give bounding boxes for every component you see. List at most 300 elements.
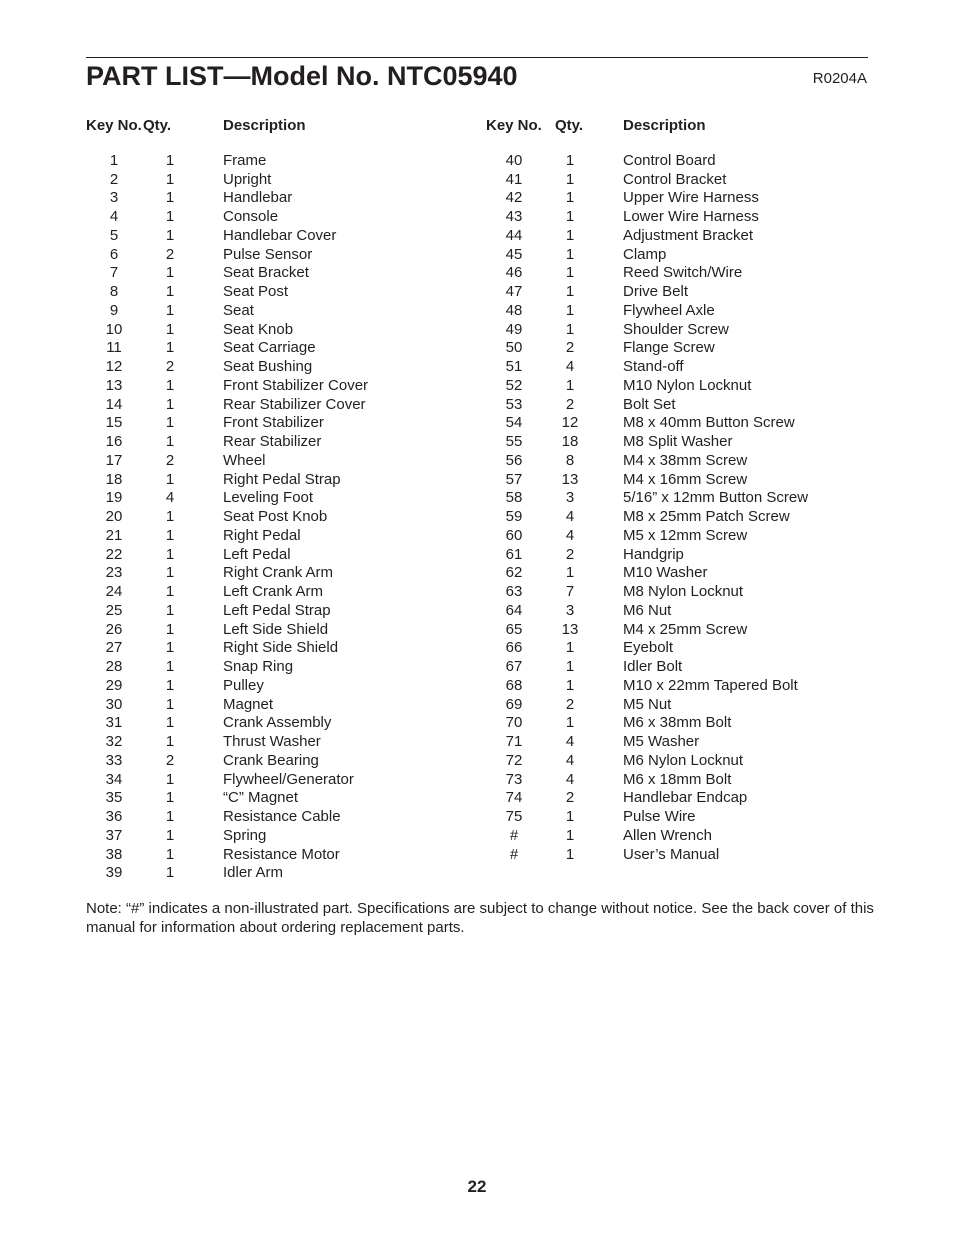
part-description: 5/16” x 12mm Button Screw [623, 489, 809, 507]
table-row [86, 264, 483, 283]
part-key-no: 56 [505, 451, 523, 469]
part-description: Resistance Motor [223, 845, 340, 863]
part-description: Rear Stabilizer Cover [223, 395, 366, 413]
part-qty: 1 [565, 658, 575, 675]
part-qty: 2 [165, 451, 175, 469]
part-description: M6 x 38mm Bolt [623, 714, 732, 732]
table-row [86, 546, 483, 565]
table-row [486, 246, 883, 265]
part-description: Idler Bolt [623, 658, 683, 675]
table-row [486, 583, 883, 602]
table-row [486, 789, 883, 808]
part-description: M5 x 12mm Screw [623, 526, 748, 544]
part-qty: 1 [165, 414, 175, 432]
part-qty: 1 [565, 151, 575, 169]
part-qty: 1 [165, 433, 175, 450]
part-key-no: 28 [105, 658, 123, 675]
part-key-no: 25 [105, 601, 123, 619]
part-key-no: 54 [505, 414, 523, 432]
part-qty: 1 [165, 658, 175, 675]
part-key-no: 22 [105, 545, 123, 563]
part-qty: 1 [165, 226, 175, 244]
part-key-no: 30 [105, 695, 123, 713]
part-key-no: 37 [105, 826, 123, 844]
part-description: Shoulder Screw [623, 320, 729, 338]
part-key-no: 44 [505, 226, 523, 244]
part-key-no: 55 [505, 433, 523, 450]
part-key-no: 42 [505, 189, 523, 207]
part-qty: 1 [565, 208, 575, 225]
part-qty: 1 [565, 676, 575, 694]
table-row [486, 471, 883, 490]
part-description: Right Pedal Strap [223, 470, 341, 488]
table-row [86, 658, 483, 677]
part-key-no: 20 [105, 508, 123, 525]
part-description: Handlebar [223, 189, 293, 207]
part-key-no: 8 [109, 283, 119, 300]
part-qty: 1 [565, 376, 575, 394]
part-description: M6 Nylon Locknut [623, 751, 744, 769]
table-row [486, 227, 883, 246]
part-description: Allen Wrench [623, 826, 712, 844]
part-description: M4 x 16mm Screw [623, 470, 748, 488]
part-description: Pulse Wire [623, 808, 696, 825]
table-row [86, 471, 483, 490]
part-qty: 2 [165, 358, 175, 375]
parts-table-left [86, 117, 483, 883]
part-key-no: 70 [505, 714, 523, 732]
part-key-no: 47 [505, 283, 523, 300]
table-row [486, 733, 883, 752]
part-description: M6 Nut [623, 601, 672, 619]
part-qty: 1 [565, 283, 575, 300]
part-key-no: 59 [505, 508, 523, 525]
table-row [86, 396, 483, 415]
part-qty: 1 [165, 339, 175, 357]
part-description: Clamp [623, 245, 667, 263]
part-key-no: 21 [105, 526, 123, 544]
part-qty: 1 [565, 170, 575, 188]
part-qty: 2 [565, 395, 575, 413]
part-key-no: 31 [105, 714, 123, 732]
part-description: Right Crank Arm [223, 564, 334, 582]
table-row [486, 621, 883, 640]
table-row [86, 452, 483, 471]
table-row [486, 339, 883, 358]
part-qty: 4 [165, 489, 175, 507]
part-qty: 2 [565, 545, 575, 563]
part-description: Wheel [223, 451, 266, 469]
part-qty: 1 [165, 676, 175, 694]
table-row [86, 489, 483, 508]
part-qty: 1 [165, 564, 175, 582]
table-row [486, 208, 883, 227]
table-row [86, 864, 483, 883]
table-row [486, 771, 883, 790]
part-qty: 4 [565, 733, 575, 750]
part-qty: 1 [165, 845, 175, 863]
part-qty: 2 [565, 339, 575, 357]
part-description: Bolt Set [623, 395, 676, 413]
part-description: M10 Washer [623, 564, 708, 582]
part-description: Seat Bushing [223, 358, 313, 375]
part-description: Idler Arm [223, 864, 284, 882]
part-key-no: 15 [105, 414, 123, 432]
header-key-no: Key No. [86, 117, 142, 134]
table-row [486, 302, 883, 321]
part-description: Adjustment Bracket [623, 226, 754, 244]
part-qty: 1 [565, 826, 575, 844]
part-key-no: 33 [105, 751, 123, 769]
part-qty: 4 [565, 751, 575, 769]
table-row [486, 714, 883, 733]
part-description: “C” Magnet [223, 789, 299, 807]
footnote: Note: “#” indicates a non-illustrated part. Specifications are subject to change without notice. See the back cover of this manual for information about ordering replacement parts. [86, 900, 874, 936]
part-description: Handlebar Cover [223, 226, 337, 244]
part-key-no: 66 [505, 639, 523, 657]
part-qty: 2 [165, 751, 175, 769]
part-qty: 1 [165, 601, 175, 619]
table-row [486, 433, 883, 452]
part-key-no: 43 [505, 208, 523, 225]
part-description: Handgrip [623, 545, 684, 563]
part-qty: 1 [165, 695, 175, 713]
part-description: Rear Stabilizer [223, 433, 322, 450]
part-key-no: 13 [105, 376, 123, 394]
part-key-no: 2 [109, 170, 119, 188]
table-row [86, 283, 483, 302]
part-key-no: 32 [105, 733, 123, 750]
part-key-no: 41 [505, 170, 523, 188]
part-description: Thrust Washer [223, 733, 321, 750]
table-row [486, 564, 883, 583]
part-description: Flange Screw [623, 339, 715, 357]
part-description: Seat [223, 301, 254, 319]
part-qty: 1 [565, 264, 575, 282]
part-description: Reed Switch/Wire [623, 264, 743, 282]
part-qty: 1 [165, 508, 175, 525]
table-row [86, 227, 483, 246]
part-key-no: 36 [105, 808, 123, 825]
part-key-no: 4 [109, 208, 119, 225]
part-description: Crank Assembly [223, 714, 332, 732]
part-description: Right Pedal [223, 526, 301, 544]
part-key-no: 1 [109, 151, 119, 169]
part-description: Magnet [223, 695, 274, 713]
part-qty: 2 [565, 695, 575, 713]
part-key-no: 27 [105, 639, 123, 657]
part-description: M8 Nylon Locknut [623, 583, 744, 600]
part-description: Seat Bracket [223, 264, 309, 282]
part-key-no: 63 [505, 583, 523, 600]
table-row [86, 733, 483, 752]
part-qty: 1 [165, 301, 175, 319]
part-key-no: 74 [505, 789, 523, 807]
table-row [486, 827, 883, 846]
table-row [486, 414, 883, 433]
part-description: Right Side Shield [223, 639, 339, 657]
part-description: Drive Belt [623, 283, 689, 300]
table-row [86, 152, 483, 171]
part-description: Seat Carriage [223, 339, 316, 357]
part-key-no: 57 [505, 470, 523, 488]
table-header [86, 117, 483, 136]
part-description: M6 x 18mm Bolt [623, 770, 732, 788]
table-row [486, 321, 883, 340]
part-description: Control Bracket [623, 170, 727, 188]
part-qty: 1 [165, 583, 175, 600]
part-key-no: 34 [105, 770, 123, 788]
table-row [86, 808, 483, 827]
part-qty: 1 [165, 151, 175, 169]
table-row [486, 602, 883, 621]
part-key-no: 39 [105, 864, 123, 882]
part-qty: 1 [565, 808, 575, 825]
part-qty: 1 [165, 826, 175, 844]
part-description: Handlebar Endcap [623, 789, 748, 807]
part-qty: 1 [165, 620, 175, 638]
part-description: M8 x 25mm Patch Screw [623, 508, 790, 525]
part-description: Pulley [223, 676, 264, 694]
table-row [486, 489, 883, 508]
page-title: PART LIST—Model No. NTC05940 [86, 61, 518, 91]
part-description: Leveling Foot [223, 489, 314, 507]
part-qty: 4 [565, 358, 575, 375]
header-key-no: Key No. [486, 117, 542, 134]
part-qty: 1 [165, 808, 175, 825]
part-key-no: 16 [105, 433, 123, 450]
table-row [486, 452, 883, 471]
part-description: Left Crank Arm [223, 583, 324, 600]
table-row [86, 827, 483, 846]
table-row [486, 189, 883, 208]
table-body [486, 152, 883, 865]
part-description: Seat Knob [223, 320, 294, 338]
table-row [486, 696, 883, 715]
part-key-no: 29 [105, 676, 123, 694]
table-row [486, 546, 883, 565]
part-qty: 3 [565, 489, 575, 507]
part-qty: 1 [165, 283, 175, 300]
part-qty: 1 [165, 864, 175, 882]
part-key-no: 51 [505, 358, 523, 375]
parts-table-right [486, 117, 883, 864]
table-row [86, 208, 483, 227]
table-row [486, 283, 883, 302]
part-description: M4 x 38mm Screw [623, 451, 748, 469]
part-key-no: 75 [505, 808, 523, 825]
part-key-no: 69 [505, 695, 523, 713]
part-qty: 8 [565, 451, 575, 469]
table-row [86, 696, 483, 715]
part-key-no: 5 [109, 226, 119, 244]
part-key-no: 72 [505, 751, 523, 769]
part-key-no: 48 [505, 301, 523, 319]
part-qty: 3 [565, 601, 575, 619]
part-key-no: 52 [505, 376, 523, 394]
table-row [486, 171, 883, 190]
table-row [86, 846, 483, 865]
part-key-no: 64 [505, 601, 523, 619]
part-description: Seat Post Knob [223, 508, 328, 525]
part-description: Lower Wire Harness [623, 208, 759, 225]
table-row [486, 527, 883, 546]
table-row [486, 677, 883, 696]
part-qty: 13 [561, 470, 579, 488]
table-row [86, 377, 483, 396]
part-description: Spring [223, 826, 267, 844]
part-key-no: 10 [105, 320, 123, 338]
revision-code: R0204A [812, 70, 867, 87]
part-key-no: 71 [505, 733, 523, 750]
part-key-no: 14 [105, 395, 123, 413]
part-qty: 1 [165, 264, 175, 282]
header-qty: Qty. [555, 117, 584, 134]
table-row [86, 714, 483, 733]
table-row [86, 527, 483, 546]
part-qty: 1 [165, 208, 175, 225]
table-row [486, 808, 883, 827]
part-key-no: 23 [105, 564, 123, 582]
part-key-no: 61 [505, 545, 523, 563]
part-description: Front Stabilizer [223, 414, 324, 432]
part-qty: 12 [561, 414, 579, 432]
part-description: Resistance Cable [223, 808, 341, 825]
table-row [86, 564, 483, 583]
table-row [86, 508, 483, 527]
table-row [486, 752, 883, 771]
part-qty: 1 [565, 320, 575, 338]
part-qty: 4 [565, 526, 575, 544]
part-qty: 18 [561, 433, 579, 450]
part-key-no: 40 [505, 151, 523, 169]
part-qty: 1 [565, 189, 575, 207]
header-description: Description [223, 117, 306, 134]
part-description: User’s Manual [623, 845, 720, 863]
table-row [86, 621, 483, 640]
part-qty: 1 [165, 639, 175, 657]
part-qty: 1 [165, 376, 175, 394]
table-row [486, 377, 883, 396]
table-row [86, 246, 483, 265]
part-qty: 1 [165, 714, 175, 732]
part-key-no: 60 [505, 526, 523, 544]
part-description: M10 Nylon Locknut [623, 376, 752, 394]
table-row [486, 658, 883, 677]
part-qty: 2 [165, 245, 175, 263]
part-description: Control Board [623, 151, 716, 169]
part-key-no: 38 [105, 845, 123, 863]
part-key-no: 17 [105, 451, 123, 469]
table-row [86, 583, 483, 602]
part-qty: 2 [565, 789, 575, 807]
table-row [86, 171, 483, 190]
part-description: M5 Washer [623, 733, 700, 750]
part-qty: 1 [165, 189, 175, 207]
page-number: 22 [467, 1177, 487, 1196]
part-key-no: 9 [109, 301, 119, 319]
part-key-no: 35 [105, 789, 123, 807]
table-body [86, 152, 483, 883]
part-key-no: 65 [505, 620, 523, 638]
part-description: M5 Nut [623, 695, 672, 713]
part-description: Eyebolt [623, 639, 674, 657]
table-row [486, 358, 883, 377]
part-key-no: 18 [105, 470, 123, 488]
table-row [86, 358, 483, 377]
table-row [486, 639, 883, 658]
part-key-no: 50 [505, 339, 523, 357]
part-key-no: 67 [505, 658, 523, 675]
table-row [86, 639, 483, 658]
table-row [486, 508, 883, 527]
part-qty: 1 [565, 639, 575, 657]
part-key-no: 24 [105, 583, 123, 600]
part-description: Stand-off [623, 358, 684, 375]
part-key-no: 19 [105, 489, 123, 507]
part-key-no: 6 [109, 245, 119, 263]
part-description: Pulse Sensor [223, 245, 313, 263]
part-qty: 1 [565, 301, 575, 319]
part-qty: 1 [565, 845, 575, 863]
part-qty: 1 [565, 245, 575, 263]
table-header [486, 117, 883, 136]
part-description: Console [223, 208, 279, 225]
part-description: Left Pedal Strap [223, 601, 331, 619]
table-row [86, 752, 483, 771]
part-key-no: 49 [505, 320, 523, 338]
table-row [86, 414, 483, 433]
part-qty: 7 [565, 583, 575, 600]
part-description: Flywheel Axle [623, 301, 715, 319]
part-key-no: 68 [505, 676, 523, 694]
table-row [486, 846, 883, 865]
part-qty: 1 [165, 395, 175, 413]
part-qty: 1 [165, 320, 175, 338]
table-row [86, 189, 483, 208]
part-description: Seat Post [223, 283, 289, 300]
part-description: M8 x 40mm Button Screw [623, 414, 795, 432]
part-key-no: 53 [505, 395, 523, 413]
part-key-no: 12 [105, 358, 123, 375]
part-description: M10 x 22mm Tapered Bolt [623, 676, 798, 694]
part-description: Left Side Shield [223, 620, 329, 638]
part-key-no: 3 [109, 189, 119, 207]
part-description: M4 x 25mm Screw [623, 620, 748, 638]
part-qty: 1 [565, 564, 575, 582]
part-qty: 1 [165, 789, 175, 807]
part-qty: 1 [565, 714, 575, 732]
table-row [86, 321, 483, 340]
part-qty: 1 [165, 770, 175, 788]
table-row [486, 264, 883, 283]
part-description: Frame [223, 151, 267, 169]
table-row [486, 152, 883, 171]
part-description: Upright [223, 170, 272, 188]
part-key-no: 62 [505, 564, 523, 582]
part-key-no: 26 [105, 620, 123, 638]
part-qty: 1 [165, 733, 175, 750]
table-row [86, 433, 483, 452]
part-key-no: 7 [109, 264, 119, 282]
table-row [486, 396, 883, 415]
part-qty: 13 [561, 620, 579, 638]
part-key-no: 11 [106, 339, 122, 357]
part-key-no: 45 [505, 245, 523, 263]
part-description: Front Stabilizer Cover [223, 376, 369, 394]
part-description: M8 Split Washer [623, 433, 733, 450]
part-qty: 1 [165, 545, 175, 563]
